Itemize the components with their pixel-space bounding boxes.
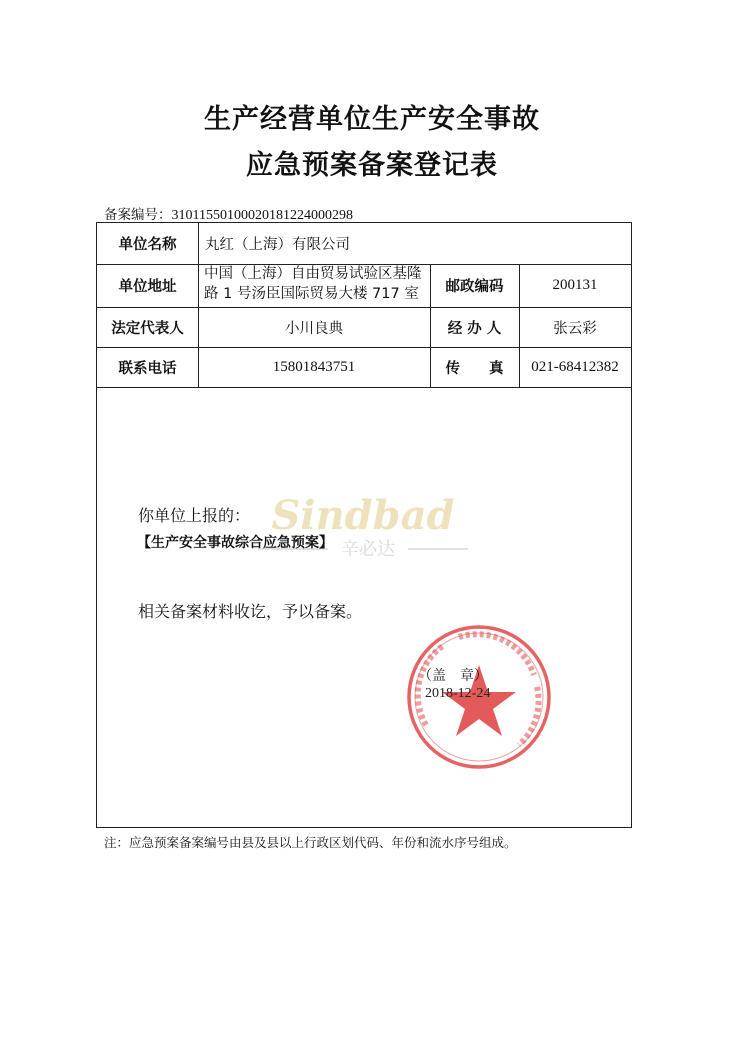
filing-number-value: 310115501000201812240002​98 [171, 208, 353, 223]
handler-label: 经 办 人 [447, 320, 502, 337]
unit-name-value: 丸红（上海）有限公司 [205, 237, 350, 253]
phone-value: 15801843751 [272, 358, 356, 375]
svg-text:辛必达: 辛必达 [341, 539, 395, 560]
address-label: 单位地址 [118, 279, 177, 295]
sindbad-watermark [258, 493, 468, 563]
filing-number-label: 备案编号： [104, 207, 172, 223]
filing-number-row [104, 203, 353, 224]
footer-note: 注：应急预案备案编号由县及县以上行政区划代码、年份和流水序号组成。 [104, 835, 517, 850]
acknowledge-line: 相关备案材料收讫，予以备案。 [138, 602, 363, 621]
postcode-label: 邮政编码 [445, 279, 504, 295]
fax-value: 021-68412382 [531, 358, 619, 375]
plan-name: 【生产安全事故综合应急预案】 [137, 535, 333, 551]
address-line2: 路 1 号汤臣国际贸易大楼 717 室 [204, 286, 419, 302]
address-line1: 中国（上海）自由贸易试验区基隆 [204, 266, 422, 282]
seal-date: 2018-12-24 [425, 686, 491, 701]
document-title-line2: 应急预案备案登记表 [246, 150, 498, 181]
legal-rep-value: 小川良典 [285, 320, 343, 337]
legal-rep-label: 法定代表人 [111, 320, 184, 337]
unit-name-label: 单位名称 [118, 237, 177, 253]
svg-text:Sindbad: Sindbad [271, 493, 455, 539]
document-title-line1: 生产经营单位生产安全事故 [204, 104, 540, 135]
handler-value: 张云彩 [553, 320, 597, 337]
seal-label: （盖 章） [418, 668, 488, 684]
fax-label: 传 真 [445, 360, 504, 377]
phone-label: 联系电话 [118, 360, 177, 377]
address-value [198, 264, 430, 307]
reported-line: 你单位上报的： [138, 506, 251, 525]
postcode-value: 200131 [552, 277, 598, 293]
